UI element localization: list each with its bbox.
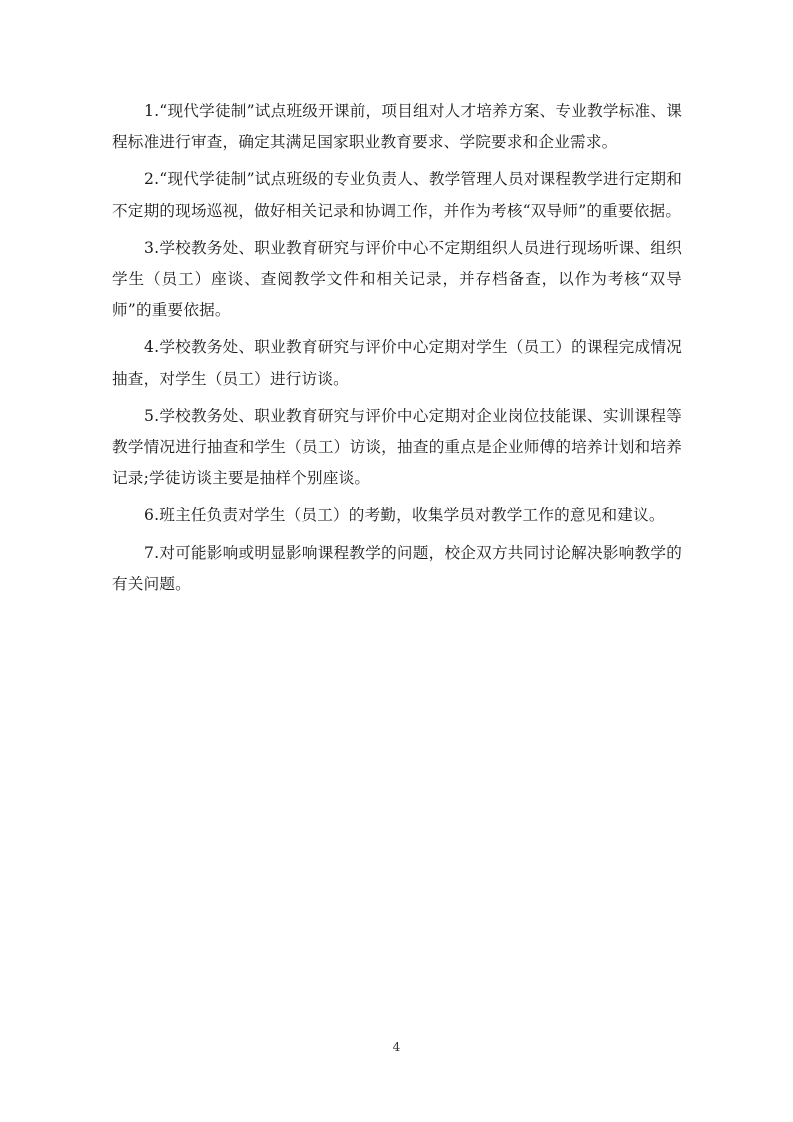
- paragraph-7: 7.对可能影响或明显影响课程教学的问题，校企双方共同讨论解决影响教学的有关问题。: [112, 543, 682, 593]
- paragraph-6: 6.班主任负责对学生（员工）的考勤，收集学员对教学工作的意见和建议。: [144, 506, 665, 525]
- document-body: [112, 96, 682, 606]
- paragraph-4: 4.学校教务处、职业教育研究与评价中心定期对学生（员工）的课程完成情况抽查，对学生（员工）进行访谈。: [112, 338, 682, 388]
- paragraph-5: 5.学校教务处、职业教育研究与评价中心定期对企业岗位技能课、实训课程等教学情况进行抽查和学生（员工）访谈，抽查的重点是企业师傅的培养计划和培养记录;学徒访谈主要是抽样个别座谈。: [112, 406, 682, 488]
- paragraph-3: 3.学校教务处、职业教育研究与评价中心不定期组织人员进行现场听课、组织学生（员工）座谈、查阅教学文件和相关记录，并存档备查，以作为考核“双导师”的重要依据。: [112, 238, 682, 320]
- paragraph-1: 1.“现代学徒制”试点班级开课前，项目组对人才培养方案、专业教学标准、课程标准进行审查，确定其满足国家职业教育要求、学院要求和企业需求。: [112, 102, 682, 152]
- page-number: 4: [392, 1040, 401, 1054]
- paragraph-2: 2.“现代学徒制”试点班级的专业负责人、教学管理人员对课程教学进行定期和不定期的现场巡视，做好相关记录和协调工作，并作为考核“双导师”的重要依据。: [112, 170, 682, 220]
